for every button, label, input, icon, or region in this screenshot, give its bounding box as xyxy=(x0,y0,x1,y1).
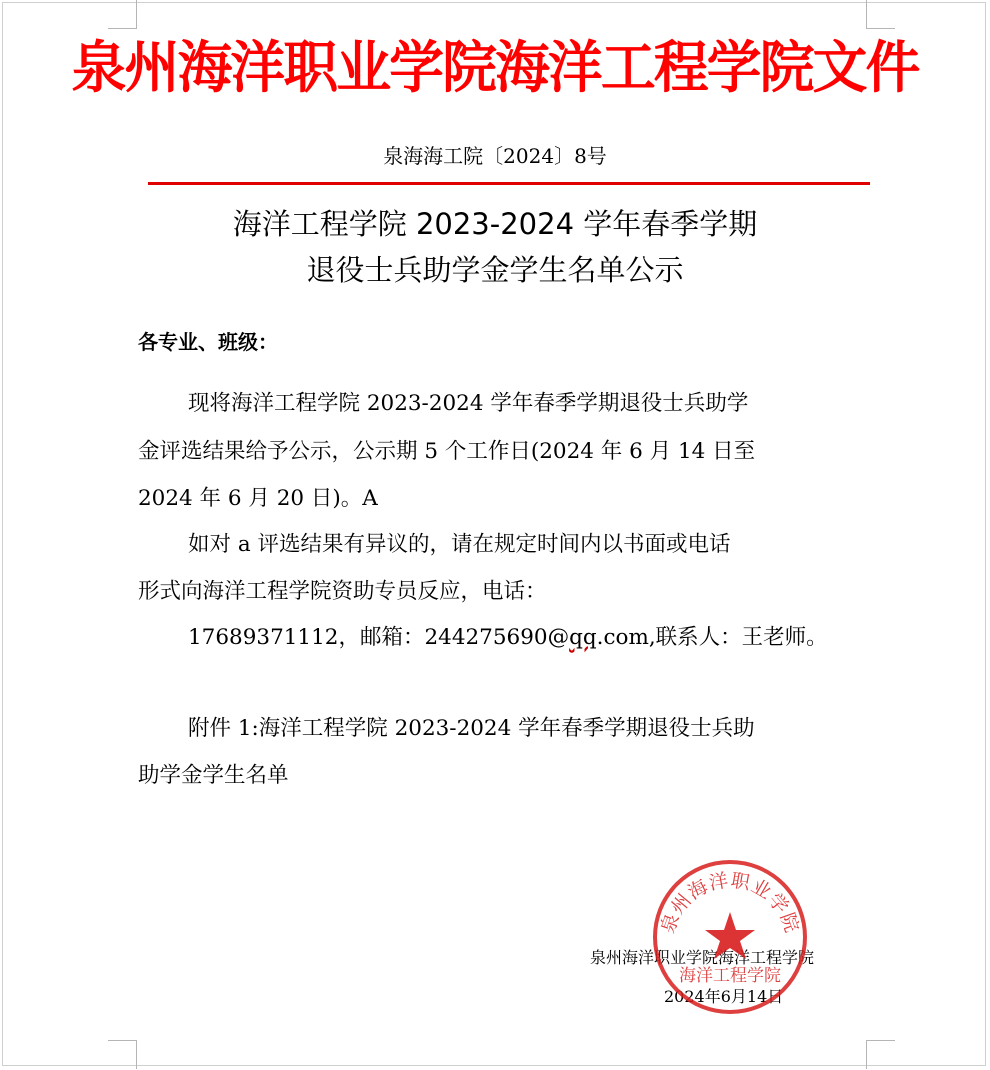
crop-mark-bottom-right xyxy=(866,1040,895,1069)
attachment-line-1: 附件 1:海洋工程学院 2023-2024 学年春季学期退役士兵助 xyxy=(188,716,755,741)
signature-date: 2024年6月14日 xyxy=(664,987,784,1006)
paragraph-1-line-3: 2024 年 6 月 20 日)。A xyxy=(138,486,378,511)
signature-organization: 泉州海洋职业学院海洋工程学院 xyxy=(590,948,815,967)
svg-text:泉州海洋职业学院: 泉州海洋职业学院 xyxy=(656,869,804,937)
attachment-line-2: 助学金学生名单 xyxy=(138,763,289,788)
header-red-rule xyxy=(148,182,870,185)
greeting: 各专业、班级： xyxy=(138,330,278,354)
paragraph-1-line-1: 现将海洋工程学院 2023-2024 学年春季学期退役士兵助学 xyxy=(188,391,749,416)
email-domain-spellcheck: qq xyxy=(569,625,597,650)
notice-title-line-1: 海洋工程学院 2023-2024 学年春季学期 xyxy=(232,207,758,241)
paragraph-1-line-2: 金评选结果给予公示，公示期 5 个工作日(2024 年 6 月 14 日至 xyxy=(138,439,756,464)
crop-mark-top-right xyxy=(866,0,895,29)
document-header-title: 泉州海洋职业学院海洋工程学院文件 xyxy=(71,35,919,101)
crop-mark-bottom-left xyxy=(108,1040,137,1069)
document-number: 泉海海工院〔2024〕8号 xyxy=(383,144,607,168)
contact-line xyxy=(188,620,828,651)
official-seal-icon xyxy=(650,857,810,1017)
paragraph-2-line-2: 形式向海洋工程学院资助专员反应，电话： xyxy=(138,579,547,604)
paragraph-2-line-1: 如对 a 评选结果有异议的，请在规定时间内以书面或电话 xyxy=(188,532,731,557)
crop-mark-top-left xyxy=(108,0,137,29)
contact-suffix: .com,联系人：王老师。 xyxy=(596,625,828,650)
contact-prefix: 17689371112，邮箱：244275690@ xyxy=(188,625,570,650)
svg-text:海洋工程学院: 海洋工程学院 xyxy=(679,966,781,986)
notice-title-line-2: 退役士兵助学金学生名单公示 xyxy=(306,253,684,287)
